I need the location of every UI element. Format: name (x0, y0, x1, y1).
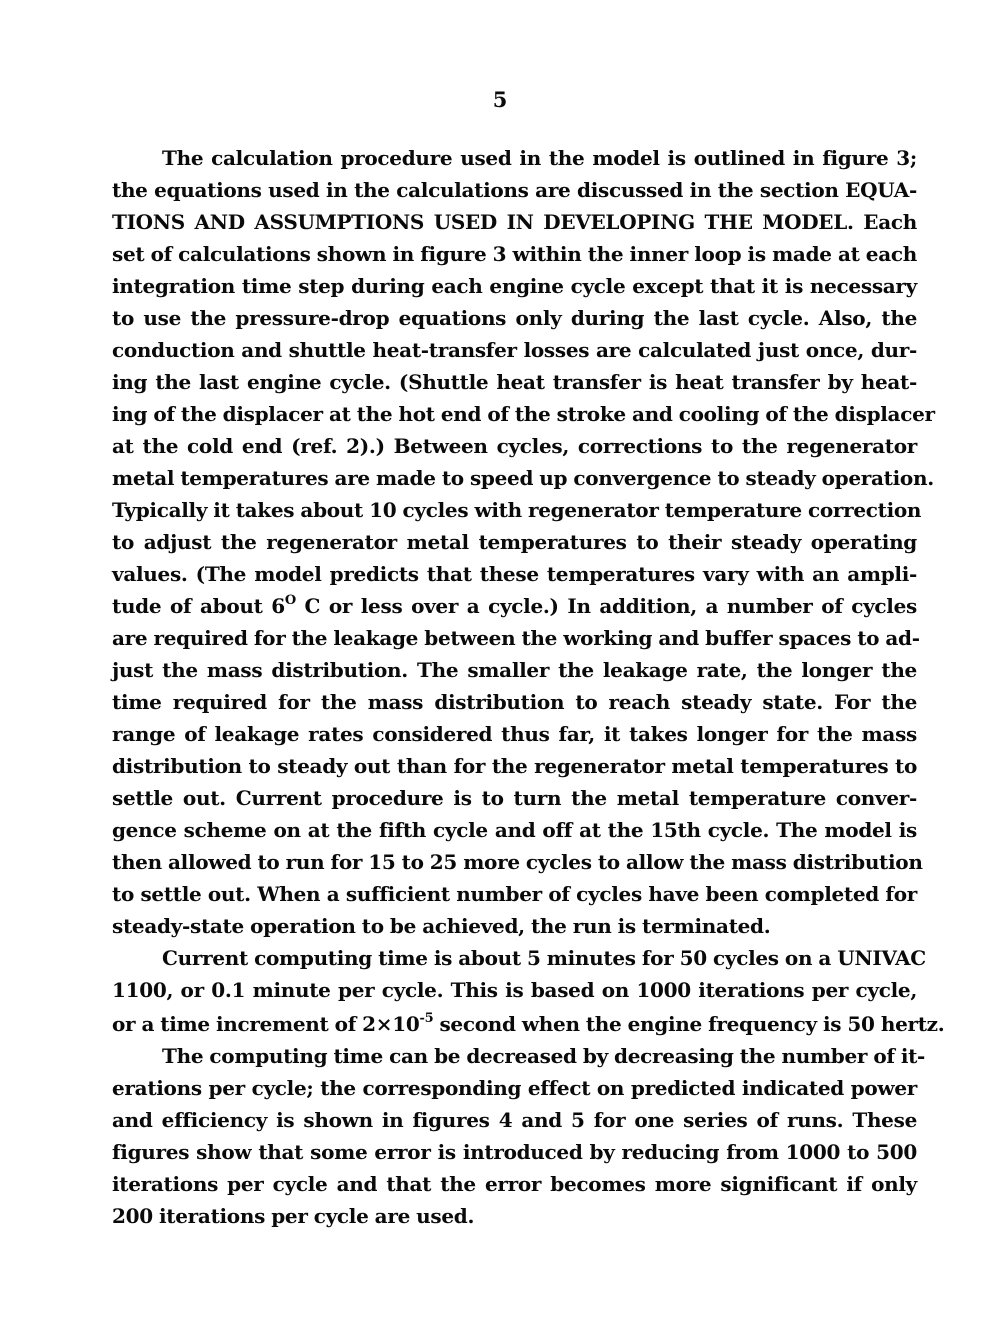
page-number: 5 (492, 87, 508, 112)
text-line: 1100, or 0.1 minute per cycle. This is based on 1000 iterations per cycle, (112, 978, 917, 1002)
text-line: The calculation procedure used in the model is outlined in figure 3; (162, 146, 917, 170)
text-line: settle out. Current procedure is to turn the metal temperature conver- (112, 786, 917, 810)
text-line: are required for the leakage between the working and buffer spaces to ad- (112, 626, 920, 650)
text-line: ing of the displacer at the hot end of the stroke and cooling of the displacer (112, 402, 935, 426)
text-line: integration time step during each engine cycle except that it is necessary (112, 274, 917, 298)
text-line: figures show that some error is introduced by reducing from 1000 to 500 (112, 1140, 917, 1164)
text-line-with-superscript (112, 590, 917, 622)
text-line: set of calculations shown in figure 3 within the inner loop is made at each (112, 242, 917, 266)
text-line: iterations per cycle and that the error becomes more significant if only (112, 1172, 917, 1196)
text-line-with-superscript (112, 1008, 945, 1040)
text-segment: C or less over a cycle.) In addition, a number of cycles (295, 594, 917, 618)
text-line: Typically it takes about 10 cycles with regenerator temperature correction (112, 498, 922, 522)
text-line: and efficiency is shown in figures 4 and 5 for one series of runs. These (112, 1108, 917, 1132)
text-segment: tude of about 6 (112, 594, 285, 618)
text-line: at the cold end (ref. 2).) Between cycles, corrections to the regenerator (112, 434, 917, 458)
superscript: O (284, 593, 296, 608)
text-line: erations per cycle; the corresponding effect on predicted indicated power (112, 1076, 917, 1100)
superscript: -5 (419, 1011, 434, 1026)
text-line: conduction and shuttle heat-transfer losses are calculated just once, dur- (112, 338, 917, 362)
text-line: range of leakage rates considered thus far, it takes longer for the mass (112, 722, 917, 746)
text-line: the equations used in the calculations are discussed in the section EQUA- (112, 178, 917, 202)
text-line: time required for the mass distribution to reach steady state. For the (112, 690, 917, 714)
text-line: steady-state operation to be achieved, the run is terminated. (112, 914, 771, 938)
text-line: to settle out. When a sufficient number of cycles have been completed for (112, 882, 917, 906)
text-line: metal temperatures are made to speed up convergence to steady operation. (112, 466, 934, 490)
text-segment: or a time increment of 2×10 (112, 1012, 420, 1036)
text-line: then allowed to run for 15 to 25 more cycles to allow the mass distribution (112, 850, 923, 874)
text-line: to use the pressure-drop equations only during the last cycle. Also, the (112, 306, 917, 330)
text-line: ing the last engine cycle. (Shuttle heat transfer is heat transfer by heat- (112, 370, 917, 394)
text-line: distribution to steady out than for the regenerator metal temperatures to (112, 754, 917, 778)
text-line: Current computing time is about 5 minutes for 50 cycles on a UNIVAC (162, 946, 926, 970)
text-line: gence scheme on at the fifth cycle and off at the 15th cycle. The model is (112, 818, 917, 842)
text-line: The computing time can be decreased by decreasing the number of it- (162, 1044, 926, 1068)
text-segment: second when the engine frequency is 50 hertz. (433, 1012, 945, 1036)
text-line: 200 iterations per cycle are used. (112, 1204, 475, 1228)
text-line: to adjust the regenerator metal temperatures to their steady operating (112, 530, 917, 554)
text-line: just the mass distribution. The smaller the leakage rate, the longer the (112, 658, 917, 682)
text-line: values. (The model predicts that these temperatures vary with an ampli- (112, 562, 917, 586)
text-line: TIONS AND ASSUMPTIONS USED IN DEVELOPING THE MODEL. Each (112, 210, 917, 234)
